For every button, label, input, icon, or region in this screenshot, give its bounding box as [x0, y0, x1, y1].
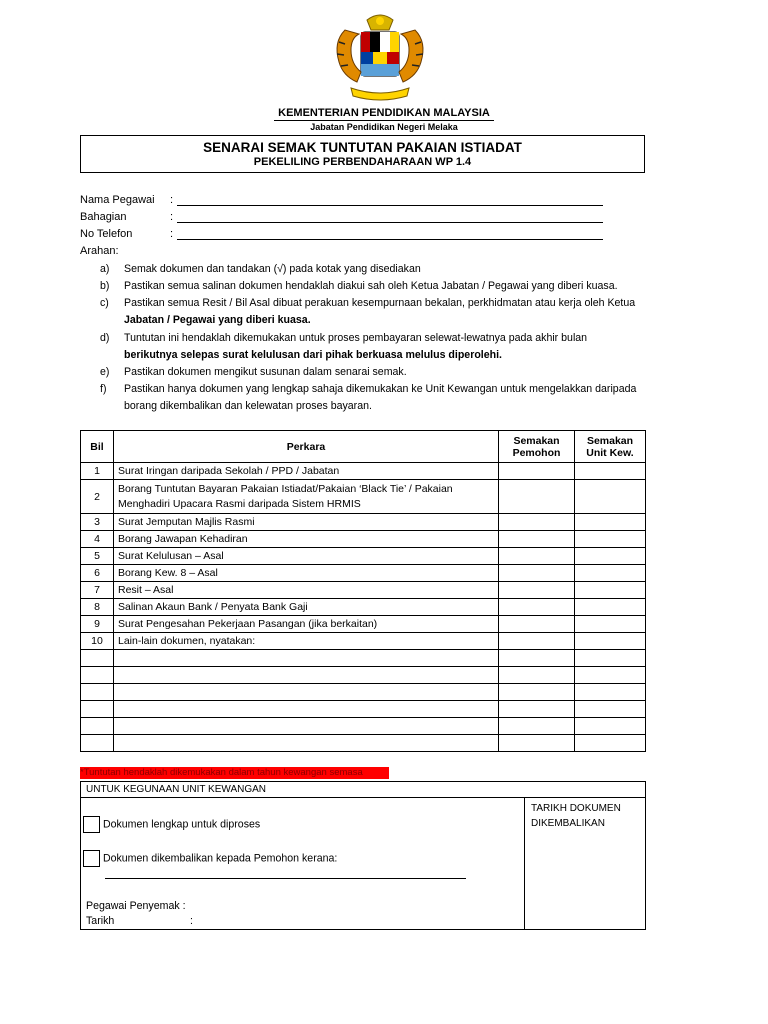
instruction-text: Pastikan hanya dokumen yang lengkap sahaja dikemukakan ke Unit Kewangan untuk mengelakkan daripada [124, 383, 637, 395]
form-title: SENARAI SEMAK TUNTUTAN PAKAIAN ISTIADAT [203, 140, 522, 155]
option-lengkap[interactable] [83, 816, 260, 833]
col-semakan-unit: Semakan Unit Kew. [575, 431, 646, 463]
cell-semakan-pemohon[interactable] [499, 480, 575, 514]
unit-kewangan-box [80, 781, 646, 930]
cell-semakan-unit[interactable] [575, 582, 646, 599]
checklist-table [80, 430, 646, 752]
cell-semakan-unit[interactable] [575, 684, 646, 701]
cell-semakan-pemohon[interactable] [499, 582, 575, 599]
table-row [81, 667, 646, 684]
table-row [81, 565, 646, 582]
instruction-a [100, 261, 678, 278]
field-label: Bahagian [80, 211, 127, 223]
instruction-key: d) [100, 332, 110, 344]
cell-perkara [114, 701, 499, 718]
option-dikembalikan[interactable] [83, 850, 337, 867]
cell-semakan-unit[interactable] [575, 650, 646, 667]
table-row [81, 480, 646, 514]
field-separator: : [170, 228, 174, 240]
tarikh-row [86, 915, 193, 927]
cell-perkara: Surat Iringan daripada Sekolah / PPD / Jabatan [114, 463, 499, 480]
cell-semakan-unit[interactable] [575, 565, 646, 582]
cell-perkara [114, 667, 499, 684]
table-row [81, 616, 646, 633]
table-row [81, 633, 646, 650]
instruction-text: Semak dokumen dan tandakan (√) pada kotak yang disediakan [124, 263, 421, 275]
table-row [81, 599, 646, 616]
col-bil: Bil [81, 431, 114, 463]
instruction-key: a) [100, 263, 110, 275]
cell-perkara [114, 735, 499, 752]
instruction-text: Tuntutan ini hendaklah dikemukakan untuk proses pembayaran selewat-lewatnya pada akhir bulan [124, 332, 588, 344]
cell-bil [81, 718, 114, 735]
table-header-row [81, 431, 646, 463]
cell-perkara [114, 650, 499, 667]
option-lengkap-label: Dokumen lengkap untuk diproses [102, 818, 261, 831]
tarikh-dokumen-label [531, 801, 621, 831]
cell-semakan-pemohon[interactable] [499, 718, 575, 735]
cell-semakan-unit[interactable] [575, 667, 646, 684]
instruction-text: Pastikan semua salinan dokumen hendaklah diakui sah oleh Ketua Jabatan / Pegawai yang diberi kuasa. [124, 280, 618, 292]
cell-perkara: Borang Kew. 8 – Asal [114, 565, 499, 582]
table-row [81, 548, 646, 565]
pegawai-penyemak: Pegawai Penyemak : [86, 900, 186, 912]
cell-semakan-pemohon[interactable] [499, 514, 575, 531]
table-row [81, 582, 646, 599]
table-row [81, 701, 646, 718]
ministry-name: KEMENTERIAN PENDIDIKAN MALAYSIA [0, 107, 768, 119]
malaysia-coat-of-arms-icon [325, 12, 435, 104]
option-dikembalikan-label: Dokumen dikembalikan kepada Pemohon kerana: [102, 852, 338, 865]
cell-perkara [114, 718, 499, 735]
tarikh-dokumen-text: TARIKH DOKUMEN [531, 803, 621, 814]
instruction-key: c) [100, 297, 109, 309]
field-no-telefon[interactable] [80, 228, 173, 240]
cell-bil: 4 [81, 531, 114, 548]
cell-semakan-unit[interactable] [575, 718, 646, 735]
cell-bil [81, 701, 114, 718]
cell-bil [81, 684, 114, 701]
instruction-d [100, 330, 678, 364]
col-perkara: Perkara [114, 431, 499, 463]
field-bahagian[interactable] [80, 211, 173, 223]
dikembalikan-text: DIKEMBALIKAN [531, 818, 605, 829]
cell-perkara: Surat Pengesahan Pekerjaan Pasangan (jika berkaitan) [114, 616, 499, 633]
cell-bil: 3 [81, 514, 114, 531]
cell-semakan-pemohon[interactable] [499, 667, 575, 684]
financial-year-note: *Tuntutan hendaklah dikemukakan dalam tahun kewangan semasa [80, 767, 389, 779]
tarikh-separator: : [190, 915, 193, 927]
table-row [81, 531, 646, 548]
instruction-text: Jabatan / Pegawai yang diberi kuasa. [124, 314, 311, 326]
cell-semakan-unit[interactable] [575, 514, 646, 531]
cell-semakan-unit[interactable] [575, 480, 646, 514]
field-separator: : [170, 194, 174, 206]
instruction-c [100, 295, 678, 329]
cell-bil: 1 [81, 463, 114, 480]
cell-perkara: Surat Jemputan Majlis Rasmi [114, 514, 499, 531]
title-box [80, 135, 645, 173]
cell-semakan-pemohon[interactable] [499, 735, 575, 752]
instruction-key: f) [100, 383, 107, 395]
cell-semakan-unit[interactable] [575, 701, 646, 718]
cell-perkara: Resit – Asal [114, 582, 499, 599]
checkbox-lengkap[interactable] [83, 816, 100, 833]
cell-perkara: Lain-lain dokumen, nyatakan: [114, 633, 499, 650]
table-row [81, 684, 646, 701]
instruction-key: b) [100, 280, 110, 292]
cell-semakan-pemohon[interactable] [499, 531, 575, 548]
field-separator: : [170, 211, 174, 223]
cell-semakan-pemohon[interactable] [499, 599, 575, 616]
cell-bil: 10 [81, 633, 114, 650]
reason-line[interactable] [105, 878, 466, 879]
vertical-divider [524, 798, 525, 930]
cell-perkara: Borang Tuntutan Bayaran Pakaian Istiadat/Pakaian ‘Black Tie’ / Pakaian Menghadiri Upacara Rasmi daripada Sistem HRMIS [114, 480, 499, 514]
cell-bil: 2 [81, 480, 114, 514]
arahan-label: Arahan: [80, 245, 119, 257]
instruction-b [100, 278, 678, 295]
cell-semakan-unit[interactable] [575, 633, 646, 650]
cell-bil: 8 [81, 599, 114, 616]
instruction-e [100, 364, 678, 381]
instruction-text: Pastikan semua Resit / Bil Asal dibuat perakuan kesempurnaan bekalan, perkhidmatan atau kerja oleh Ketua [124, 297, 636, 309]
tarikh-label: Tarikh [86, 915, 115, 927]
table-row [81, 463, 646, 480]
cell-semakan-unit[interactable] [575, 531, 646, 548]
cell-perkara [114, 684, 499, 701]
cell-semakan-pemohon[interactable] [499, 650, 575, 667]
cell-semakan-unit[interactable] [575, 616, 646, 633]
cell-bil [81, 667, 114, 684]
instruction-text: borang dikembalikan dan kelewatan proses bayaran. [124, 400, 372, 412]
department-name: Jabatan Pendidikan Negeri Melaka [310, 122, 458, 132]
field-line[interactable] [177, 205, 603, 206]
cell-semakan-pemohon[interactable] [499, 463, 575, 480]
col-semakan-pemohon: Semakan Pemohon [499, 431, 575, 463]
instruction-f [100, 381, 678, 415]
cell-perkara: Borang Jawapan Kehadiran [114, 531, 499, 548]
cell-bil [81, 650, 114, 667]
cell-bil: 7 [81, 582, 114, 599]
field-label: Nama Pegawai [80, 194, 155, 206]
cell-bil: 5 [81, 548, 114, 565]
unit-kewangan-header: UNTUK KEGUNAAN UNIT KEWANGAN [81, 782, 645, 798]
cell-bil: 6 [81, 565, 114, 582]
table-row [81, 718, 646, 735]
cell-semakan-pemohon[interactable] [499, 565, 575, 582]
cell-semakan-unit[interactable] [575, 463, 646, 480]
cell-semakan-pemohon[interactable] [499, 684, 575, 701]
cell-bil [81, 735, 114, 752]
table-row [81, 514, 646, 531]
cell-semakan-pemohon[interactable] [499, 616, 575, 633]
table-row [81, 735, 646, 752]
cell-semakan-unit[interactable] [575, 548, 646, 565]
field-line[interactable] [177, 222, 603, 223]
cell-semakan-pemohon[interactable] [499, 548, 575, 565]
checkbox-dikembalikan[interactable] [83, 850, 100, 867]
cell-perkara: Salinan Akaun Bank / Penyata Bank Gaji [114, 599, 499, 616]
instruction-text: Pastikan dokumen mengikut susunan dalam senarai semak. [124, 366, 407, 378]
instruction-text: berikutnya selepas surat kelulusan dari pihak berkuasa melulus diperolehi. [124, 349, 502, 361]
cell-semakan-pemohon[interactable] [499, 701, 575, 718]
instruction-key: e) [100, 366, 110, 378]
cell-semakan-unit[interactable] [575, 599, 646, 616]
field-line[interactable] [177, 239, 603, 240]
cell-semakan-pemohon[interactable] [499, 633, 575, 650]
field-nama-pegawai[interactable] [80, 194, 173, 206]
table-row [81, 650, 646, 667]
field-label: No Telefon [80, 228, 133, 240]
cell-perkara: Surat Kelulusan – Asal [114, 548, 499, 565]
form-subtitle: PEKELILING PERBENDAHARAAN WP 1.4 [253, 156, 472, 168]
cell-semakan-unit[interactable] [575, 735, 646, 752]
cell-bil: 9 [81, 616, 114, 633]
